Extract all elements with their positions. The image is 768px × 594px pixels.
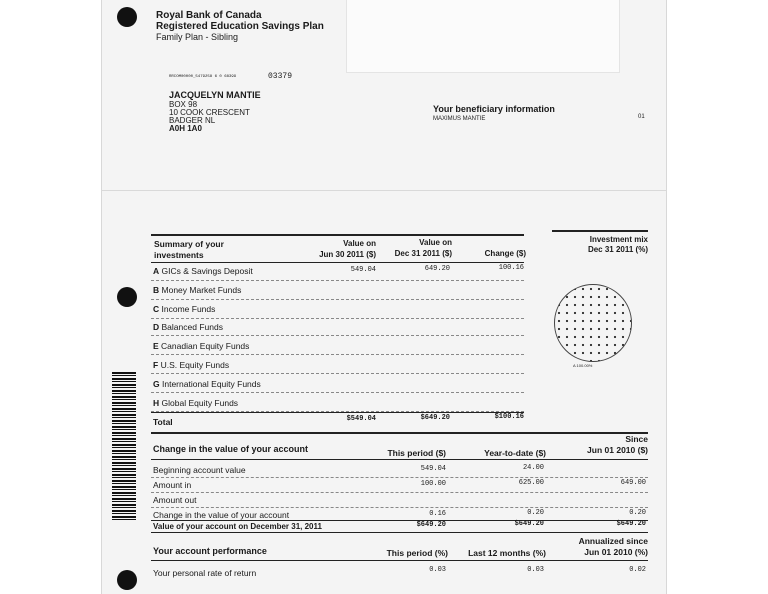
summary-title-1: Summary of your <box>154 239 224 249</box>
change-row-rule <box>151 492 648 493</box>
summary-row-rule <box>151 335 524 336</box>
summary-row-letter: C <box>153 304 160 314</box>
side-barcode <box>112 372 136 520</box>
summary-row-jun-value: 549.04 <box>350 266 376 274</box>
summary-row-letter: A <box>153 266 160 276</box>
mail-barcode-text: RRCOM00000_5479258 6 0 68399 <box>169 75 237 79</box>
col-change: Change ($) <box>484 249 526 258</box>
mix-heading-1: Investment mix <box>589 235 648 244</box>
summary-row-label: International Equity Funds <box>162 379 261 389</box>
change-row-label: Beginning account value <box>153 465 246 475</box>
summary-row-rule <box>151 280 524 281</box>
recipient-name: JACQUELYN MANTIE <box>169 90 261 100</box>
summary-total-change: $100.16 <box>494 413 524 421</box>
change-total-period: $649.20 <box>416 521 446 529</box>
change-row-period: 549.04 <box>420 465 446 473</box>
summary-row-letter: D <box>153 322 160 332</box>
performance-row-since: 0.02 <box>629 566 646 574</box>
summary-row-change: 100.16 <box>498 264 524 272</box>
change-row-period: 0.16 <box>429 510 446 518</box>
change-row-label: Amount in <box>153 480 192 490</box>
address-line-3: BADGER NL <box>169 116 216 125</box>
performance-row-12m: 0.03 <box>527 566 544 574</box>
punch-hole <box>117 570 137 590</box>
performance-row-label: Your personal rate of return <box>153 568 257 578</box>
performance-title: Your account performance <box>153 546 267 556</box>
envelope-window-area <box>346 0 620 73</box>
punch-hole <box>117 287 137 307</box>
summary-row-rule <box>151 392 524 393</box>
beneficiary-number: 01 <box>638 114 645 120</box>
page-fold <box>101 190 667 191</box>
summary-row-label: U.S. Equity Funds <box>160 360 230 370</box>
performance-col-12m: Last 12 months (%) <box>468 548 546 558</box>
summary-row-letter: G <box>153 379 160 389</box>
change-row-ytd: 0.20 <box>527 509 544 517</box>
address-line-2: 10 COOK CRESCENT <box>169 108 250 117</box>
postal-code: A0H 1A0 <box>169 124 202 133</box>
summary-row-rule <box>151 354 524 355</box>
summary-row <box>153 285 241 295</box>
plan-name: Registered Education Savings Plan <box>156 21 324 32</box>
summary-row-label: Global Equity Funds <box>161 398 239 408</box>
summary-row-letter: F <box>153 360 159 370</box>
mix-heading-2: Dec 31 2011 (%) <box>587 245 648 254</box>
summary-row-label: GICs & Savings Deposit <box>161 266 253 276</box>
change-col-since-2: Jun 01 2010 ($) <box>587 445 648 455</box>
summary-row <box>153 360 229 370</box>
summary-row <box>153 398 238 408</box>
performance-col-period: This period (%) <box>386 548 448 558</box>
pie-caption: A 100.00% <box>573 363 593 368</box>
beneficiary-name: MAXIMUS MANTIE <box>433 116 486 122</box>
col-jun-value-1: Value on <box>343 239 376 248</box>
change-row-ytd: 24.00 <box>522 464 544 472</box>
change-row-rule <box>151 477 648 478</box>
summary-row <box>153 379 261 389</box>
performance-header-rule <box>151 560 648 561</box>
col-dec-value-2: Dec 31 2011 ($) <box>394 249 452 258</box>
change-total-ytd: $649.20 <box>514 520 544 528</box>
summary-total-dec: $649.20 <box>420 414 450 422</box>
summary-row-rule <box>151 318 524 319</box>
performance-col-since-1: Annualized since <box>578 536 648 546</box>
beneficiary-heading: Your beneficiary information <box>433 104 555 114</box>
summary-total-label: Total <box>153 417 173 427</box>
plan-type: Family Plan - Sibling <box>156 32 239 42</box>
summary-row-letter: H <box>153 398 160 408</box>
summary-top-rule <box>151 234 524 236</box>
performance-col-since-2: Jun 01 2010 (%) <box>584 547 648 557</box>
change-row-ytd: 625.00 <box>518 479 544 487</box>
change-header-rule <box>151 459 648 460</box>
mail-sequence: 03379 <box>268 72 293 81</box>
punch-hole <box>117 7 137 27</box>
change-row-period: 100.00 <box>420 480 446 488</box>
summary-row-rule <box>151 299 524 300</box>
change-top-rule <box>151 432 648 434</box>
change-col-ytd: Year-to-date ($) <box>484 448 546 458</box>
change-row-label: Amount out <box>153 495 197 505</box>
change-col-period: This period ($) <box>387 448 446 458</box>
col-dec-value-1: Value on <box>419 238 452 247</box>
change-row-label: Change in the value of your account <box>153 510 290 520</box>
summary-header-rule <box>151 262 524 263</box>
summary-row-label: Canadian Equity Funds <box>161 341 250 351</box>
summary-row <box>153 304 215 314</box>
summary-row <box>153 322 223 332</box>
change-row-since: 649.00 <box>620 479 646 487</box>
change-row-since: 0.20 <box>629 509 646 517</box>
summary-title-2: investments <box>154 250 204 260</box>
summary-row-letter: B <box>153 285 160 295</box>
col-jun-value-2: Jun 30 2011 ($) <box>319 250 376 259</box>
summary-row-label: Income Funds <box>161 304 216 314</box>
summary-row <box>153 341 249 351</box>
change-row-rule <box>151 507 648 508</box>
bank-name: Royal Bank of Canada <box>156 10 262 21</box>
change-total-since: $649.20 <box>616 520 646 528</box>
summary-row-label: Balanced Funds <box>161 322 223 332</box>
change-total-label: Value of your account on December 31, 2011 <box>153 522 322 531</box>
summary-total-jun: $549.04 <box>346 415 376 423</box>
investment-mix-pie-chart <box>554 284 632 362</box>
performance-row-period: 0.03 <box>429 566 446 574</box>
summary-row <box>153 266 253 276</box>
address-line-1: BOX 98 <box>169 100 198 109</box>
change-bottom-rule <box>151 532 648 533</box>
summary-row-rule <box>151 373 524 374</box>
change-title: Change in the value of your account <box>153 444 309 454</box>
summary-row-dec-value: 649.20 <box>424 265 450 273</box>
summary-row-label: Money Market Funds <box>161 285 242 295</box>
mix-top-rule <box>552 230 648 232</box>
summary-row-letter: E <box>153 341 159 351</box>
change-col-since-1: Since <box>625 434 648 444</box>
